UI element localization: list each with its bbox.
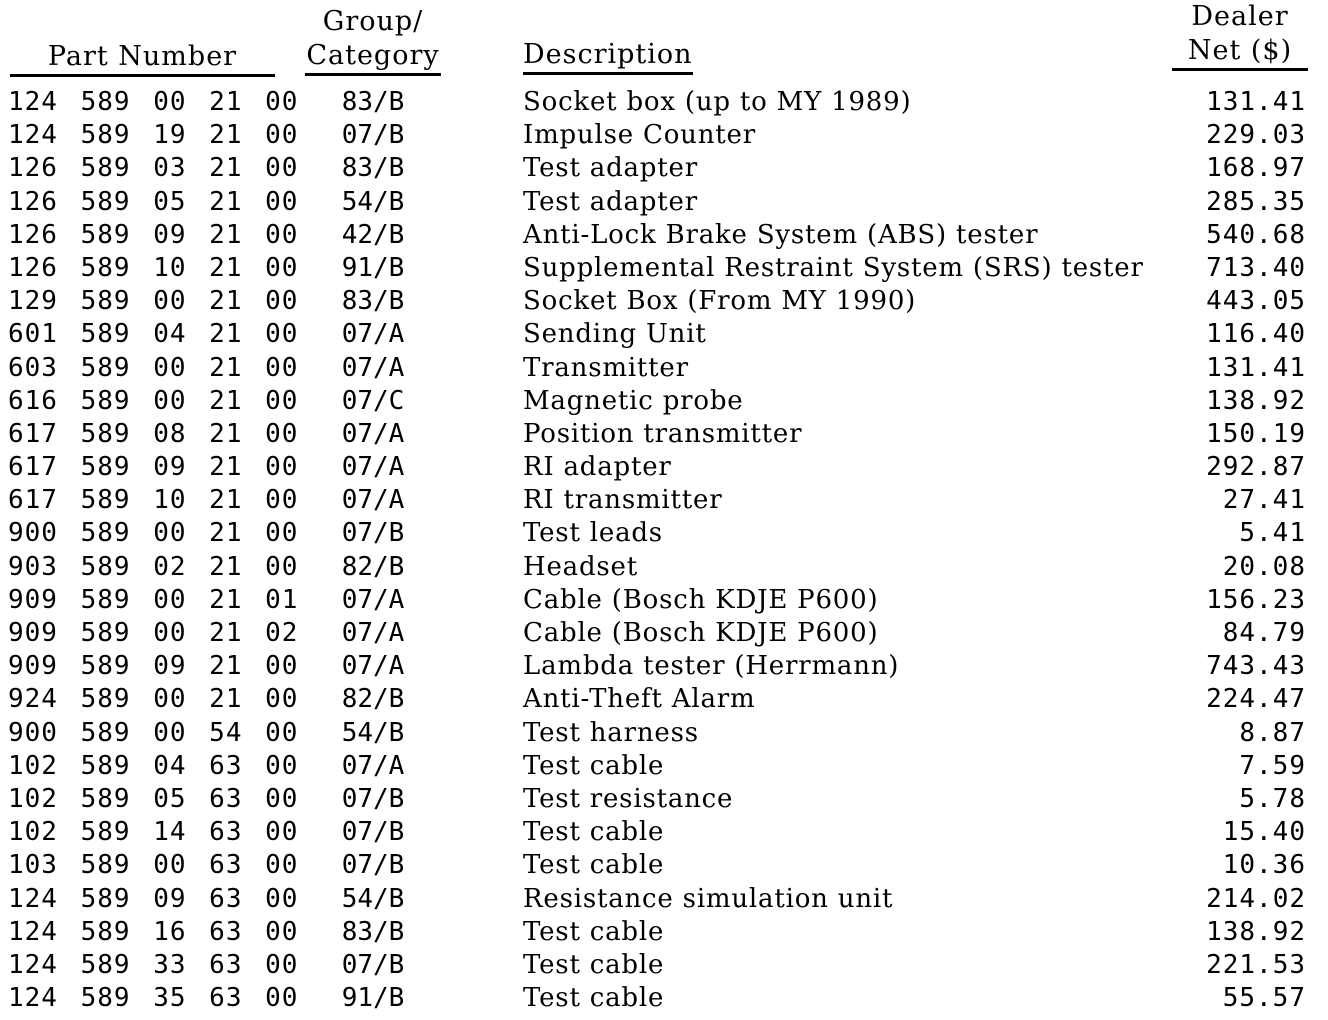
header-description: Description	[523, 38, 693, 75]
description-cell: Test leads	[523, 518, 663, 549]
part-number-cell: 124 589 09 63 00	[8, 883, 299, 914]
dealer-net-cell: 15.40	[1222, 817, 1306, 848]
description-cell: Lambda tester (Herrmann)	[523, 651, 900, 682]
group-category-cell: 07/B	[341, 783, 405, 814]
part-number-cell: 124 589 35 63 00	[8, 983, 299, 1014]
part-number-cell: 616 589 00 21 00	[8, 385, 299, 416]
dealer-net-cell: 7.59	[1239, 750, 1306, 781]
group-category-cell: 82/B	[341, 551, 405, 582]
group-category-cell: 91/B	[341, 252, 405, 283]
part-number-cell: 124 589 00 21 00	[8, 87, 299, 117]
part-number-cell: 103 589 00 63 00	[8, 850, 299, 881]
dealer-net-cell: 8.87	[1239, 717, 1306, 748]
description-cell: Sending Unit	[523, 319, 707, 350]
part-number-cell: 124 589 19 21 00	[8, 120, 299, 151]
dealer-net-cell: 138.92	[1206, 916, 1306, 947]
description-cell: Impulse Counter	[523, 120, 756, 151]
dealer-net-cell: 131.41	[1206, 87, 1306, 117]
part-number-cell: 617 589 09 21 00	[8, 452, 299, 483]
table-row	[0, 683, 1328, 716]
table-row	[0, 285, 1328, 318]
group-category-cell: 83/B	[341, 286, 405, 317]
group-category-cell: 07/B	[341, 949, 405, 980]
part-number-cell: 909 589 00 21 02	[8, 618, 299, 648]
group-category-cell: 07/A	[341, 750, 405, 781]
dealer-net-cell: 443.05	[1206, 286, 1306, 317]
part-number-cell: 124 589 33 63 00	[8, 949, 299, 980]
dealer-net-cell: 224.47	[1206, 684, 1306, 715]
header-net-line2: Net ($)	[1172, 34, 1308, 71]
dealer-net-cell: 156.23	[1206, 584, 1306, 615]
description-cell: Anti-Lock Brake System (ABS) tester	[523, 219, 1039, 250]
dealer-net-cell: 5.78	[1239, 783, 1306, 814]
description-cell: Position transmitter	[523, 418, 803, 449]
part-number-cell: 124 589 16 63 00	[8, 916, 299, 947]
description-cell: Test cable	[523, 817, 665, 848]
description-cell: Resistance simulation unit	[523, 883, 894, 914]
part-number-cell: 909 589 00 21 01	[8, 584, 299, 615]
description-cell: RI transmitter	[523, 485, 723, 516]
group-category-cell: 54/B	[341, 717, 405, 748]
dealer-net-cell: 10.36	[1222, 850, 1306, 881]
table-row	[0, 517, 1328, 550]
group-category-cell: 07/B	[341, 518, 405, 549]
table-row	[0, 352, 1328, 385]
table-row	[0, 119, 1328, 152]
group-category-cell: 07/A	[341, 319, 405, 350]
description-cell: Socket Box (From MY 1990)	[523, 286, 917, 317]
part-number-cell: 903 589 02 21 00	[8, 551, 299, 582]
description-cell: Cable (Bosch KDJE P600)	[523, 584, 879, 615]
part-number-cell: 900 589 00 54 00	[8, 717, 299, 748]
table-row	[0, 717, 1328, 750]
dealer-net-cell: 743.43	[1206, 651, 1306, 682]
part-number-cell: 102 589 14 63 00	[8, 817, 299, 848]
header-group-line1: Group/	[322, 6, 424, 37]
table-row	[0, 219, 1328, 252]
description-cell: Test resistance	[523, 783, 734, 814]
dealer-net-cell: 84.79	[1222, 618, 1306, 648]
group-category-cell: 54/B	[341, 883, 405, 914]
part-number-cell: 617 589 08 21 00	[8, 418, 299, 449]
table-row	[0, 451, 1328, 484]
part-number-cell: 924 589 00 21 00	[8, 684, 299, 715]
table-row	[0, 385, 1328, 418]
parts-table-body	[0, 86, 1328, 1015]
dealer-net-cell: 713.40	[1206, 252, 1306, 283]
dealer-net-cell: 292.87	[1206, 452, 1306, 483]
table-row	[0, 916, 1328, 949]
table-row	[0, 783, 1328, 816]
description-cell: Test cable	[523, 983, 665, 1014]
header-group-line2: Category	[305, 39, 441, 76]
group-category-cell: 83/B	[341, 916, 405, 947]
group-category-cell: 83/B	[341, 153, 405, 184]
group-category-cell: 07/B	[341, 120, 405, 151]
description-cell: RI adapter	[523, 452, 672, 483]
part-number-cell: 102 589 05 63 00	[8, 783, 299, 814]
part-number-cell: 900 589 00 21 00	[8, 518, 299, 549]
group-category-cell: 82/B	[341, 684, 405, 715]
table-row	[0, 484, 1328, 517]
part-number-cell: 102 589 04 63 00	[8, 750, 299, 781]
group-category-cell: 83/B	[341, 87, 405, 117]
table-row	[0, 883, 1328, 916]
part-number-cell: 603 589 00 21 00	[8, 352, 299, 383]
table-row	[0, 318, 1328, 351]
part-number-cell: 909 589 09 21 00	[8, 651, 299, 682]
dealer-net-cell: 116.40	[1206, 319, 1306, 350]
description-cell: Test adapter	[523, 153, 698, 184]
dealer-net-cell: 138.92	[1206, 385, 1306, 416]
dealer-net-cell: 20.08	[1222, 551, 1306, 582]
description-cell: Magnetic probe	[523, 385, 744, 416]
table-row	[0, 982, 1328, 1015]
table-row	[0, 750, 1328, 783]
dealer-net-cell: 221.53	[1206, 949, 1306, 980]
description-cell: Test adapter	[523, 186, 698, 217]
description-cell: Test harness	[523, 717, 699, 748]
description-cell: Cable (Bosch KDJE P600)	[523, 618, 879, 648]
table-row	[0, 418, 1328, 451]
group-category-cell: 07/B	[341, 817, 405, 848]
group-category-cell: 07/A	[341, 418, 405, 449]
group-category-cell: 91/B	[341, 983, 405, 1014]
group-category-cell: 07/A	[341, 452, 405, 483]
part-number-cell: 601 589 04 21 00	[8, 319, 299, 350]
table-row	[0, 551, 1328, 584]
description-cell: Socket box (up to MY 1989)	[523, 87, 912, 117]
table-row	[0, 816, 1328, 849]
part-number-cell: 126 589 03 21 00	[8, 153, 299, 184]
description-cell: Anti-Theft Alarm	[523, 684, 756, 715]
table-row	[0, 849, 1328, 882]
table-row	[0, 186, 1328, 219]
part-number-cell: 126 589 10 21 00	[8, 252, 299, 283]
part-number-cell: 126 589 09 21 00	[8, 219, 299, 250]
table-row	[0, 252, 1328, 285]
group-category-cell: 07/A	[341, 485, 405, 516]
group-category-cell: 07/C	[341, 385, 405, 416]
group-category-cell: 07/B	[341, 850, 405, 881]
dealer-net-cell: 150.19	[1206, 418, 1306, 449]
group-category-cell: 07/A	[341, 584, 405, 615]
description-cell: Transmitter	[523, 352, 689, 383]
dealer-net-cell: 27.41	[1222, 485, 1306, 516]
dealer-net-cell: 229.03	[1206, 120, 1306, 151]
description-cell: Test cable	[523, 750, 665, 781]
description-cell: Test cable	[523, 850, 665, 881]
header-net-line1: Dealer	[1191, 1, 1289, 32]
dealer-net-cell: 131.41	[1206, 352, 1306, 383]
header-dealer-net	[1172, 0, 1308, 71]
group-category-cell: 54/B	[341, 186, 405, 217]
table-row	[0, 949, 1328, 982]
dealer-net-cell: 285.35	[1206, 186, 1306, 217]
table-row	[0, 650, 1328, 683]
part-number-cell: 126 589 05 21 00	[8, 186, 299, 217]
description-cell: Test cable	[523, 916, 665, 947]
group-category-cell: 07/A	[341, 651, 405, 682]
table-row	[0, 152, 1328, 185]
dealer-net-cell: 168.97	[1206, 153, 1306, 184]
description-cell: Supplemental Restraint System (SRS) tester	[523, 252, 1144, 283]
table-row	[0, 617, 1328, 650]
dealer-net-cell: 55.57	[1222, 983, 1306, 1014]
group-category-cell: 07/A	[341, 618, 405, 648]
table-row	[0, 86, 1328, 119]
group-category-cell: 42/B	[341, 219, 405, 250]
group-category-cell: 07/A	[341, 352, 405, 383]
part-number-cell: 617 589 10 21 00	[8, 485, 299, 516]
dealer-net-cell: 5.41	[1239, 518, 1306, 549]
header-group-category	[305, 5, 441, 76]
header-part-number: Part Number	[10, 40, 275, 77]
table-row	[0, 584, 1328, 617]
description-cell: Headset	[523, 551, 638, 582]
dealer-net-cell: 540.68	[1206, 219, 1306, 250]
dealer-net-cell: 214.02	[1206, 883, 1306, 914]
part-number-cell: 129 589 00 21 00	[8, 286, 299, 317]
description-cell: Test cable	[523, 949, 665, 980]
